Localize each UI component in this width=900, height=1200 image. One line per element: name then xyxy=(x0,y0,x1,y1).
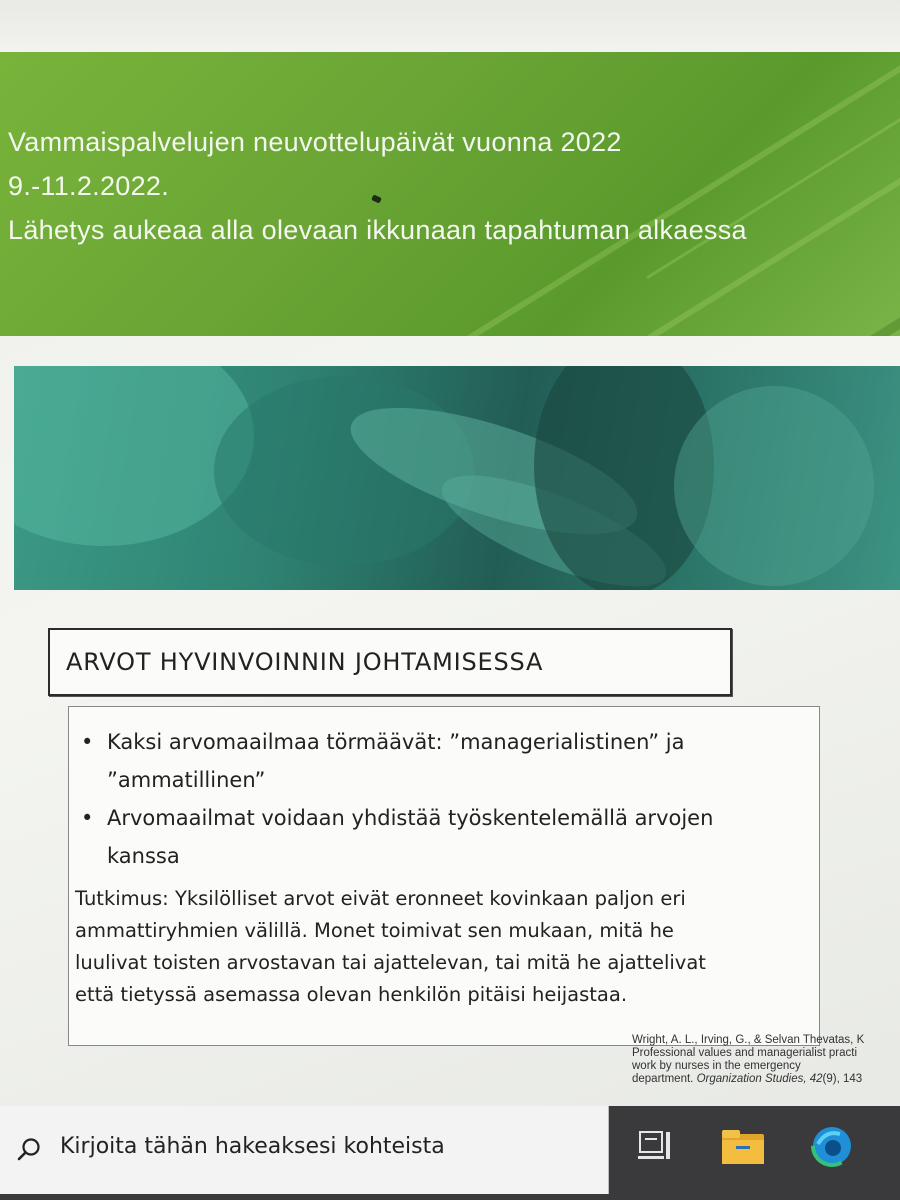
slide-title: ARVOT HYVINVOINNIN JOHTAMISESSA xyxy=(66,648,544,676)
citation-line xyxy=(632,1073,900,1086)
slide-content-box xyxy=(68,706,820,1046)
citation-prefix: department. xyxy=(632,1073,697,1085)
slide-hero-image xyxy=(14,366,900,590)
stream-notice: Lähetys aukeaa alla olevaan ikkunaan tapahtuman alkaessa xyxy=(8,215,747,245)
study-line: Tutkimus: Yksilölliset arvot eivät eronneet kovinkaan paljon eri xyxy=(75,887,686,910)
citation-rest: (9), 143 xyxy=(822,1073,863,1085)
citation-journal: Organization Studies, 42 xyxy=(696,1073,823,1085)
citation-line: Wright, A. L., Irving, G., & Selvan Thevatas, K xyxy=(632,1034,865,1046)
bullet-dot: • xyxy=(81,806,94,830)
page-top-strip xyxy=(0,0,900,52)
taskbar-search-box[interactable] xyxy=(0,1106,609,1194)
bullet-line: Kaksi arvomaailmaa törmäävät: ”managerialistinen” ja xyxy=(107,730,685,754)
study-line: että tietyssä asemassa olevan henkilön pitäisi heijastaa. xyxy=(75,983,628,1006)
citation-line: work by nurses in the emergency xyxy=(632,1060,801,1072)
bullet-line: ”ammatillinen” xyxy=(107,768,266,792)
event-banner xyxy=(0,52,900,336)
bullet-line: kanssa xyxy=(107,844,180,868)
file-explorer-icon[interactable] xyxy=(718,1120,770,1172)
edge-browser-icon[interactable] xyxy=(806,1120,858,1172)
event-title: Vammaispalvelujen neuvottelupäivät vuonna 2022 xyxy=(8,127,622,157)
study-line: luulivat toisten arvostavan tai ajattelevan, tai mitä he ajattelivat xyxy=(75,951,706,974)
study-line: ammattiryhmien välillä. Monet toimivat sen mukaan, mitä he xyxy=(75,919,674,942)
event-dates: 9.-11.2.2022. xyxy=(8,171,170,201)
citation-line: Professional values and managerialist practi xyxy=(632,1047,858,1059)
search-icon[interactable] xyxy=(16,1136,44,1164)
study-paragraph xyxy=(75,883,815,1011)
search-input[interactable]: Kirjoita tähän hakeaksesi kohteista xyxy=(60,1134,445,1159)
slide-title-box xyxy=(48,628,732,696)
task-view-icon[interactable] xyxy=(632,1120,684,1172)
citation xyxy=(632,1034,900,1086)
bullet-dot: • xyxy=(81,730,94,754)
bullet-line: Arvomaailmat voidaan yhdistää työskentelemällä arvojen xyxy=(107,806,714,830)
banner-text xyxy=(8,120,747,252)
